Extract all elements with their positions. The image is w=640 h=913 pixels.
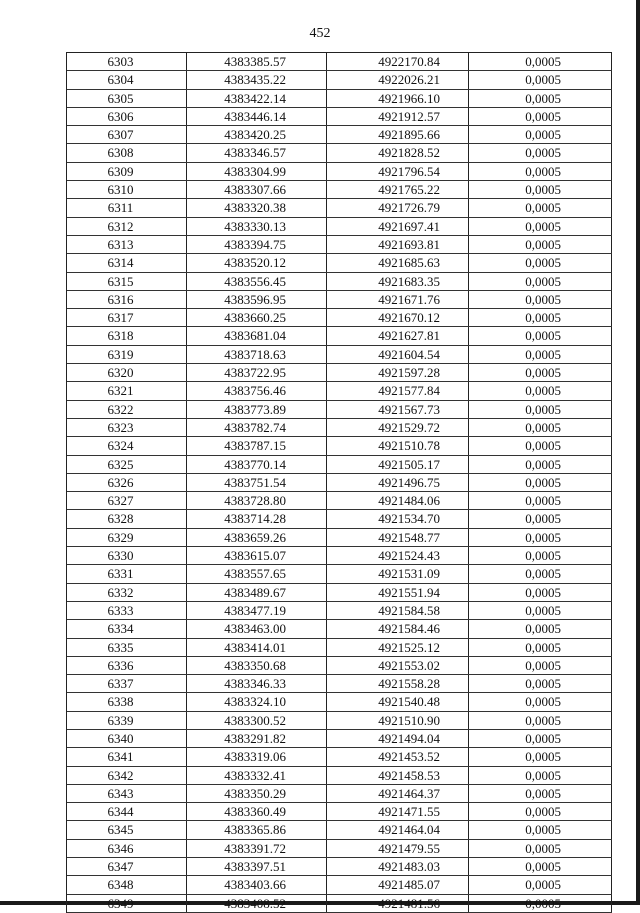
- table-row: [67, 273, 612, 291]
- y-coordinate-cell: 4921693.81: [327, 236, 469, 253]
- y-coordinate-cell: 4921494.04: [327, 730, 469, 747]
- tolerance-cell: 0,0005: [469, 108, 612, 125]
- y-coordinate-cell: 4921584.58: [327, 602, 469, 619]
- x-coordinate-cell: 4383332.41: [187, 767, 327, 784]
- y-coordinate-cell: 4921912.57: [327, 108, 469, 125]
- tolerance-cell: 0,0005: [469, 785, 612, 802]
- table-row: [67, 620, 612, 638]
- y-coordinate-cell: 4921464.04: [327, 821, 469, 838]
- x-coordinate-cell: 4383319.06: [187, 748, 327, 765]
- page-number: 452: [309, 26, 331, 41]
- table-row: [67, 309, 612, 327]
- tolerance-cell: 0,0005: [469, 309, 612, 326]
- x-coordinate-cell: 4383751.54: [187, 474, 327, 491]
- table-row: [67, 510, 612, 528]
- table-row: [67, 144, 612, 162]
- table-row: [67, 236, 612, 254]
- table-row: [67, 657, 612, 675]
- tolerance-cell: 0,0005: [469, 401, 612, 418]
- point-number-cell: 6306: [67, 108, 187, 125]
- x-coordinate-cell: 4383350.68: [187, 657, 327, 674]
- x-coordinate-cell: 4383304.99: [187, 163, 327, 180]
- tolerance-cell: 0,0005: [469, 181, 612, 198]
- y-coordinate-cell: 4921496.75: [327, 474, 469, 491]
- x-coordinate-cell: 4383718.63: [187, 346, 327, 363]
- point-number-cell: 6325: [67, 456, 187, 473]
- tolerance-cell: 0,0005: [469, 236, 612, 253]
- point-number-cell: 6342: [67, 767, 187, 784]
- tolerance-cell: 0,0005: [469, 529, 612, 546]
- tolerance-cell: 0,0005: [469, 492, 612, 509]
- x-coordinate-cell: 4383556.45: [187, 273, 327, 290]
- table-row: [67, 821, 612, 839]
- y-coordinate-cell: 4922026.21: [327, 71, 469, 88]
- x-coordinate-cell: 4383324.10: [187, 693, 327, 710]
- x-coordinate-cell: 4383596.95: [187, 291, 327, 308]
- tolerance-cell: 0,0005: [469, 327, 612, 344]
- table-row: [67, 602, 612, 620]
- point-number-cell: 6304: [67, 71, 187, 88]
- point-number-cell: 6330: [67, 547, 187, 564]
- tolerance-cell: 0,0005: [469, 657, 612, 674]
- tolerance-cell: 0,0005: [469, 126, 612, 143]
- tolerance-cell: 0,0005: [469, 364, 612, 381]
- tolerance-cell: 0,0005: [469, 584, 612, 601]
- point-number-cell: 6339: [67, 712, 187, 729]
- y-coordinate-cell: 4921597.28: [327, 364, 469, 381]
- point-number-cell: 6308: [67, 144, 187, 161]
- tolerance-cell: 0,0005: [469, 291, 612, 308]
- tolerance-cell: 0,0005: [469, 254, 612, 271]
- tolerance-cell: 0,0005: [469, 71, 612, 88]
- x-coordinate-cell: 4383307.66: [187, 181, 327, 198]
- x-coordinate-cell: 4383403.66: [187, 876, 327, 893]
- tolerance-cell: 0,0005: [469, 730, 612, 747]
- table-row: [67, 858, 612, 876]
- table-row: [67, 364, 612, 382]
- point-number-cell: 6321: [67, 382, 187, 399]
- table-row: [67, 803, 612, 821]
- y-coordinate-cell: 4921458.53: [327, 767, 469, 784]
- x-coordinate-cell: 4383463.00: [187, 620, 327, 637]
- table-row: [67, 767, 612, 785]
- x-coordinate-cell: 4383756.46: [187, 382, 327, 399]
- tolerance-cell: 0,0005: [469, 639, 612, 656]
- y-coordinate-cell: 4921510.78: [327, 437, 469, 454]
- tolerance-cell: 0,0005: [469, 547, 612, 564]
- point-number-cell: 6344: [67, 803, 187, 820]
- point-number-cell: 6338: [67, 693, 187, 710]
- table-row: [67, 895, 612, 913]
- x-coordinate-cell: 4383365.86: [187, 821, 327, 838]
- tolerance-cell: 0,0005: [469, 895, 612, 912]
- x-coordinate-cell: 4383391.72: [187, 840, 327, 857]
- y-coordinate-cell: 4921697.41: [327, 218, 469, 235]
- table-row: [67, 126, 612, 144]
- y-coordinate-cell: 4921671.76: [327, 291, 469, 308]
- table-row: [67, 529, 612, 547]
- table-row: [67, 419, 612, 437]
- y-coordinate-cell: 4921966.10: [327, 90, 469, 107]
- y-coordinate-cell: 4921485.07: [327, 876, 469, 893]
- point-number-cell: 6317: [67, 309, 187, 326]
- y-coordinate-cell: 4921551.94: [327, 584, 469, 601]
- y-coordinate-cell: 4921510.90: [327, 712, 469, 729]
- table-row: [67, 712, 612, 730]
- table-row: [67, 108, 612, 126]
- tolerance-cell: 0,0005: [469, 620, 612, 637]
- y-coordinate-cell: 4921670.12: [327, 309, 469, 326]
- x-coordinate-cell: 4383446.14: [187, 108, 327, 125]
- tolerance-cell: 0,0005: [469, 565, 612, 582]
- point-number-cell: 6333: [67, 602, 187, 619]
- tolerance-cell: 0,0005: [469, 382, 612, 399]
- table-row: [67, 730, 612, 748]
- x-coordinate-cell: 4383346.33: [187, 675, 327, 692]
- table-row: [67, 437, 612, 455]
- x-coordinate-cell: 4383300.52: [187, 712, 327, 729]
- tolerance-cell: 0,0005: [469, 90, 612, 107]
- point-number-cell: 6309: [67, 163, 187, 180]
- point-number-cell: 6331: [67, 565, 187, 582]
- point-number-cell: 6311: [67, 199, 187, 216]
- point-number-cell: 6324: [67, 437, 187, 454]
- point-number-cell: 6322: [67, 401, 187, 418]
- x-coordinate-cell: 4383782.74: [187, 419, 327, 436]
- point-number-cell: 6336: [67, 657, 187, 674]
- table-row: [67, 456, 612, 474]
- y-coordinate-cell: 4921567.73: [327, 401, 469, 418]
- point-number-cell: 6313: [67, 236, 187, 253]
- table-row: [67, 181, 612, 199]
- table-row: [67, 748, 612, 766]
- x-coordinate-cell: 4383728.80: [187, 492, 327, 509]
- table-row: [67, 53, 612, 71]
- y-coordinate-cell: 4921464.37: [327, 785, 469, 802]
- x-coordinate-cell: 4383557.65: [187, 565, 327, 582]
- y-coordinate-cell: 4921558.28: [327, 675, 469, 692]
- table-row: [67, 547, 612, 565]
- x-coordinate-cell: 4383659.26: [187, 529, 327, 546]
- x-coordinate-cell: 4383489.67: [187, 584, 327, 601]
- tolerance-cell: 0,0005: [469, 346, 612, 363]
- x-coordinate-cell: 4383320.38: [187, 199, 327, 216]
- y-coordinate-cell: 4921481.56: [327, 895, 469, 912]
- table-row: [67, 382, 612, 400]
- point-number-cell: 6328: [67, 510, 187, 527]
- x-coordinate-cell: 4383291.82: [187, 730, 327, 747]
- table-row: [67, 639, 612, 657]
- tolerance-cell: 0,0005: [469, 419, 612, 436]
- tolerance-cell: 0,0005: [469, 510, 612, 527]
- y-coordinate-cell: 4921484.06: [327, 492, 469, 509]
- tolerance-cell: 0,0005: [469, 163, 612, 180]
- y-coordinate-cell: 4921505.17: [327, 456, 469, 473]
- y-coordinate-cell: 4921548.77: [327, 529, 469, 546]
- x-coordinate-cell: 4383408.52: [187, 895, 327, 912]
- coordinates-table: [66, 52, 612, 913]
- table-row: [67, 218, 612, 236]
- point-number-cell: 6305: [67, 90, 187, 107]
- point-number-cell: 6319: [67, 346, 187, 363]
- x-coordinate-cell: 4383773.89: [187, 401, 327, 418]
- y-coordinate-cell: 4921685.63: [327, 254, 469, 271]
- point-number-cell: 6343: [67, 785, 187, 802]
- x-coordinate-cell: 4383714.28: [187, 510, 327, 527]
- y-coordinate-cell: 4921604.54: [327, 346, 469, 363]
- point-number-cell: 6346: [67, 840, 187, 857]
- y-coordinate-cell: 4921577.84: [327, 382, 469, 399]
- table-row: [67, 254, 612, 272]
- tolerance-cell: 0,0005: [469, 876, 612, 893]
- point-number-cell: 6349: [67, 895, 187, 912]
- tolerance-cell: 0,0005: [469, 803, 612, 820]
- tolerance-cell: 0,0005: [469, 273, 612, 290]
- point-number-cell: 6320: [67, 364, 187, 381]
- y-coordinate-cell: 4922170.84: [327, 53, 469, 70]
- point-number-cell: 6335: [67, 639, 187, 656]
- x-coordinate-cell: 4383615.07: [187, 547, 327, 564]
- y-coordinate-cell: 4921531.09: [327, 565, 469, 582]
- x-coordinate-cell: 4383770.14: [187, 456, 327, 473]
- tolerance-cell: 0,0005: [469, 437, 612, 454]
- y-coordinate-cell: 4921525.12: [327, 639, 469, 656]
- point-number-cell: 6337: [67, 675, 187, 692]
- point-number-cell: 6347: [67, 858, 187, 875]
- y-coordinate-cell: 4921726.79: [327, 199, 469, 216]
- y-coordinate-cell: 4921828.52: [327, 144, 469, 161]
- y-coordinate-cell: 4921471.55: [327, 803, 469, 820]
- tolerance-cell: 0,0005: [469, 144, 612, 161]
- y-coordinate-cell: 4921584.46: [327, 620, 469, 637]
- y-coordinate-cell: 4921453.52: [327, 748, 469, 765]
- x-coordinate-cell: 4383414.01: [187, 639, 327, 656]
- x-coordinate-cell: 4383330.13: [187, 218, 327, 235]
- tolerance-cell: 0,0005: [469, 474, 612, 491]
- table-row: [67, 565, 612, 583]
- x-coordinate-cell: 4383722.95: [187, 364, 327, 381]
- table-row: [67, 71, 612, 89]
- tolerance-cell: 0,0005: [469, 675, 612, 692]
- point-number-cell: 6340: [67, 730, 187, 747]
- table-row: [67, 693, 612, 711]
- x-coordinate-cell: 4383397.51: [187, 858, 327, 875]
- x-coordinate-cell: 4383385.57: [187, 53, 327, 70]
- y-coordinate-cell: 4921529.72: [327, 419, 469, 436]
- point-number-cell: 6329: [67, 529, 187, 546]
- point-number-cell: 6345: [67, 821, 187, 838]
- x-coordinate-cell: 4383346.57: [187, 144, 327, 161]
- tolerance-cell: 0,0005: [469, 218, 612, 235]
- x-coordinate-cell: 4383350.29: [187, 785, 327, 802]
- y-coordinate-cell: 4921627.81: [327, 327, 469, 344]
- tolerance-cell: 0,0005: [469, 199, 612, 216]
- point-number-cell: 6312: [67, 218, 187, 235]
- table-row: [67, 876, 612, 894]
- y-coordinate-cell: 4921683.35: [327, 273, 469, 290]
- table-row: [67, 401, 612, 419]
- tolerance-cell: 0,0005: [469, 821, 612, 838]
- table-row: [67, 474, 612, 492]
- point-number-cell: 6327: [67, 492, 187, 509]
- y-coordinate-cell: 4921796.54: [327, 163, 469, 180]
- point-number-cell: 6303: [67, 53, 187, 70]
- point-number-cell: 6332: [67, 584, 187, 601]
- point-number-cell: 6348: [67, 876, 187, 893]
- x-coordinate-cell: 4383520.12: [187, 254, 327, 271]
- table-row: [67, 675, 612, 693]
- tolerance-cell: 0,0005: [469, 858, 612, 875]
- y-coordinate-cell: 4921540.48: [327, 693, 469, 710]
- scan-border-right: [636, 0, 640, 905]
- point-number-cell: 6316: [67, 291, 187, 308]
- tolerance-cell: 0,0005: [469, 693, 612, 710]
- tolerance-cell: 0,0005: [469, 602, 612, 619]
- table-row: [67, 291, 612, 309]
- table-row: [67, 584, 612, 602]
- x-coordinate-cell: 4383660.25: [187, 309, 327, 326]
- point-number-cell: 6341: [67, 748, 187, 765]
- point-number-cell: 6334: [67, 620, 187, 637]
- table-row: [67, 785, 612, 803]
- y-coordinate-cell: 4921534.70: [327, 510, 469, 527]
- point-number-cell: 6314: [67, 254, 187, 271]
- table-row: [67, 163, 612, 181]
- point-number-cell: 6315: [67, 273, 187, 290]
- y-coordinate-cell: 4921524.43: [327, 547, 469, 564]
- y-coordinate-cell: 4921483.03: [327, 858, 469, 875]
- point-number-cell: 6307: [67, 126, 187, 143]
- tolerance-cell: 0,0005: [469, 748, 612, 765]
- x-coordinate-cell: 4383360.49: [187, 803, 327, 820]
- point-number-cell: 6318: [67, 327, 187, 344]
- x-coordinate-cell: 4383422.14: [187, 90, 327, 107]
- table-row: [67, 840, 612, 858]
- table-row: [67, 327, 612, 345]
- y-coordinate-cell: 4921765.22: [327, 181, 469, 198]
- x-coordinate-cell: 4383394.75: [187, 236, 327, 253]
- x-coordinate-cell: 4383681.04: [187, 327, 327, 344]
- tolerance-cell: 0,0005: [469, 767, 612, 784]
- point-number-cell: 6310: [67, 181, 187, 198]
- x-coordinate-cell: 4383477.19: [187, 602, 327, 619]
- table-row: [67, 346, 612, 364]
- tolerance-cell: 0,0005: [469, 53, 612, 70]
- point-number-cell: 6323: [67, 419, 187, 436]
- y-coordinate-cell: 4921479.55: [327, 840, 469, 857]
- table-row: [67, 199, 612, 217]
- table-row: [67, 492, 612, 510]
- tolerance-cell: 0,0005: [469, 840, 612, 857]
- x-coordinate-cell: 4383787.15: [187, 437, 327, 454]
- tolerance-cell: 0,0005: [469, 456, 612, 473]
- y-coordinate-cell: 4921895.66: [327, 126, 469, 143]
- x-coordinate-cell: 4383420.25: [187, 126, 327, 143]
- point-number-cell: 6326: [67, 474, 187, 491]
- tolerance-cell: 0,0005: [469, 712, 612, 729]
- x-coordinate-cell: 4383435.22: [187, 71, 327, 88]
- y-coordinate-cell: 4921553.02: [327, 657, 469, 674]
- table-row: [67, 90, 612, 108]
